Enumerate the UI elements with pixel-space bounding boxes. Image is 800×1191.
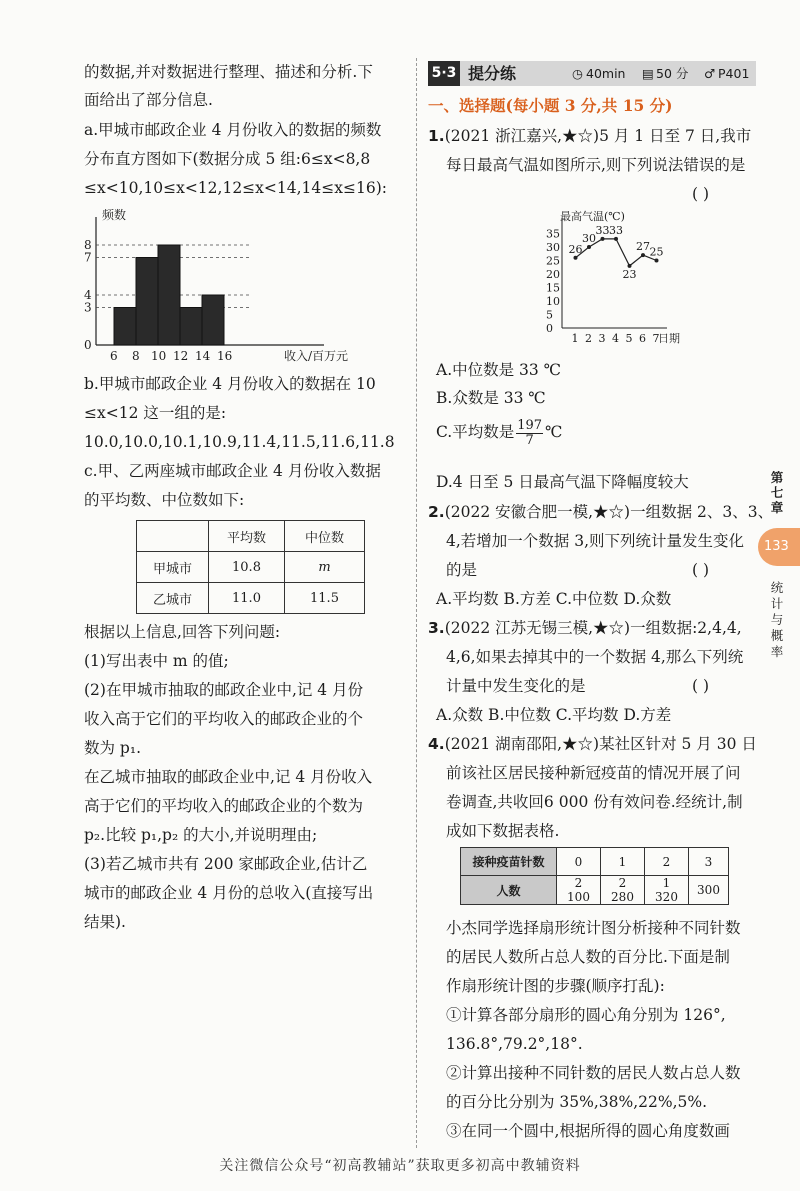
- text-line: (1)写出表中 m 的值;: [84, 652, 229, 670]
- text-line: c.甲、乙两座城市邮政企业 4 月份收入数据: [84, 462, 381, 480]
- y-tick-label: 0: [546, 322, 553, 335]
- table-row: [461, 876, 729, 905]
- q2-line: [428, 498, 774, 526]
- y-tick-label: 25: [546, 254, 560, 268]
- fraction-numerator: 197: [517, 417, 543, 433]
- section-header-band: [428, 61, 756, 86]
- subject-label: 统计与概率: [770, 580, 784, 659]
- x-tick-label: 8: [132, 349, 140, 363]
- option: A.中位数是 33 ℃: [436, 361, 562, 379]
- x-tick-label: 16: [217, 349, 233, 363]
- text-line: 面给出了部分信息.: [84, 91, 213, 109]
- score-label: 50 分: [656, 66, 689, 81]
- x-tick-label: 1: [571, 332, 579, 345]
- data-label: 27: [636, 240, 650, 254]
- options: A.众数 B.中位数 C.平均数 D.方差: [436, 706, 672, 724]
- text-line: 数为 p₁.: [84, 739, 141, 757]
- y-tick-label: 8: [84, 238, 92, 252]
- q1-text: (2021 浙江嘉兴,★☆)5 月 1 日至 7 日,我市: [444, 127, 752, 145]
- answer-bracket: ( ): [692, 677, 710, 695]
- text-line: (3)若乙城市共有 200 家邮政企业,估计乙: [84, 855, 368, 873]
- q1-line: 每日最高气温如图所示,则下列说法错误的是: [446, 156, 746, 174]
- column-divider: [416, 58, 417, 1148]
- y-tick-label: 35: [546, 227, 560, 241]
- data-label: 33: [595, 223, 610, 237]
- table-cell: 人数: [461, 876, 557, 905]
- q4-line: [428, 730, 756, 758]
- text-line: 的平均数、中位数如下:: [84, 491, 245, 509]
- table-cell: 10.8: [209, 552, 285, 583]
- table-cell: [137, 521, 209, 552]
- table-cell: 中位数: [285, 521, 365, 552]
- answer-bracket: ( ): [692, 185, 710, 203]
- text-line: 收入高于它们的平均收入的邮政企业的个: [84, 710, 364, 728]
- table-cell: m: [285, 552, 365, 583]
- q4-line: 成如下数据表格.: [446, 822, 560, 840]
- text-line: 城市的邮政企业 4 月份的总收入(直接写出: [84, 884, 374, 902]
- page-number-tab: 133: [758, 528, 800, 566]
- x-tick-label: 12: [173, 349, 189, 363]
- q4-line: 小杰同学选择扇形统计图分析接种不同针数: [446, 919, 741, 937]
- link-icon: ♂: [704, 66, 716, 81]
- x-tick-label: 6: [639, 332, 646, 345]
- histogram-bar: [114, 308, 136, 346]
- histogram-bar: [136, 258, 158, 346]
- table-cell: 11.5: [285, 583, 365, 614]
- q4-line: 作扇形统计图的步骤(顺序打乱):: [446, 977, 665, 995]
- origin-label: 0: [84, 338, 92, 352]
- q4-line: 卷调查,共收回6 000 份有效问卷.经统计,制: [446, 793, 743, 811]
- fraction-denominator: 7: [525, 432, 534, 448]
- q4-line: 前该社区居民接种新冠疫苗的情况开展了问: [446, 764, 741, 782]
- time-label: 40min: [586, 66, 626, 81]
- y-tick-label: 20: [546, 268, 560, 281]
- clock-icon: ◷: [572, 66, 583, 81]
- ref-label: P401: [718, 66, 750, 81]
- question-number: 3.: [428, 619, 445, 637]
- question-number: 4.: [428, 735, 445, 753]
- option-text: C.平均数是: [436, 423, 515, 441]
- x-tick-label: 4: [612, 332, 619, 345]
- q4-line: 的百分比分别为 35%,38%,22%,5%.: [446, 1093, 708, 1111]
- y-tick-label: 7: [84, 250, 92, 265]
- unit: ℃: [545, 423, 563, 441]
- y-tick-label: 3: [84, 300, 92, 315]
- text-line: b.甲城市邮政企业 4 月份收入的数据在 10: [84, 375, 376, 393]
- table-row: [137, 521, 365, 552]
- x-tick-label: 14: [195, 349, 211, 363]
- section-title: 一、选择题(每小题 3 分,共 15 分): [428, 96, 673, 115]
- data-point: [641, 253, 645, 257]
- data-point: [614, 237, 618, 241]
- text-line: 高于它们的平均收入的邮政企业的个数为: [84, 797, 364, 815]
- fraction: [516, 419, 543, 448]
- option-c: [436, 418, 764, 448]
- band-title: 提分练: [468, 64, 517, 83]
- answer-bracket: ( ): [692, 561, 710, 579]
- text-line: 结果).: [84, 913, 126, 931]
- table-row: [137, 552, 365, 583]
- table-cell: 3: [689, 848, 729, 876]
- data-label: 25: [649, 245, 664, 259]
- text-line: ≤x<12 这一组的是:: [84, 404, 227, 422]
- x-axis-label: 日期: [658, 332, 680, 345]
- table-cell: 甲城市: [137, 552, 209, 583]
- table-cell: 300: [689, 876, 729, 905]
- x-tick-label: 7: [652, 332, 660, 345]
- y-axis-label: 最高气温(℃): [560, 210, 625, 223]
- data-point: [601, 237, 605, 241]
- text-line: 10.0,10.0,10.1,10.9,11.4,11.5,11.6,11.8: [84, 433, 395, 451]
- x-axis-label: 收入/百万元: [284, 349, 349, 363]
- x-tick-label: 6: [110, 349, 118, 363]
- table-cell: 接种疫苗针数: [461, 848, 557, 876]
- table-cell: 乙城市: [137, 583, 209, 614]
- chapter-label: 第七章: [770, 470, 784, 515]
- x-tick-label: 5: [625, 332, 633, 345]
- data-point: [655, 259, 659, 263]
- histogram-bar: [180, 308, 202, 346]
- x-tick-label: 3: [598, 332, 606, 345]
- footer-note: 关注微信公众号“初高教辅站”获取更多初高中教辅资料: [219, 1158, 581, 1174]
- y-tick-label: 15: [546, 281, 560, 295]
- q4-line: 的居民人数所占总人数的百分比.下面是制: [446, 948, 730, 966]
- q3-text: (2022 江苏无锡三模,★☆)一组数据:2,4,4,: [444, 619, 742, 637]
- temperature-line-chart: [532, 210, 682, 355]
- option: D.4 日至 5 日最高气温下降幅度较大: [436, 473, 689, 491]
- text-line: 的数据,并对数据进行整理、描述和分析.下: [84, 63, 373, 81]
- q2-text: (2022 安徽合肥一模,★☆)一组数据 2、3、3、: [444, 503, 774, 521]
- q3-line: 4,6,如果去掉其中的一个数据 4,那么下列统: [446, 648, 744, 666]
- y-tick-label: 4: [84, 288, 92, 302]
- x-tick-label: 2: [585, 332, 592, 345]
- table-cell: 2 100: [557, 876, 601, 905]
- table-cell: 11.0: [209, 583, 285, 614]
- question-number: 2.: [428, 503, 445, 521]
- data-label: 33: [609, 223, 623, 237]
- text-line: ≤x<10,10≤x<12,12≤x<14,14≤x≤16):: [84, 179, 387, 197]
- histogram-bar: [158, 245, 180, 345]
- text-line: 分布直方图如下(数据分成 5 组:6≤x<8,8: [84, 150, 371, 168]
- text-line: 在乙城市抽取的邮政企业中,记 4 月份收入: [84, 768, 373, 786]
- histogram: [34, 205, 364, 365]
- text-line: (2)在甲城市抽取的邮政企业中,记 4 月份: [84, 681, 364, 699]
- table-cell: 0: [557, 848, 601, 876]
- table-cell: 2 280: [601, 876, 645, 905]
- data-point: [587, 245, 591, 249]
- table-cell: 1: [601, 848, 645, 876]
- table-cell: 1 320: [645, 876, 689, 905]
- table-row: [137, 583, 365, 614]
- text-line: 根据以上信息,回答下列问题:: [84, 623, 281, 641]
- city-stats-table: [136, 520, 365, 614]
- document-icon: ▤: [642, 66, 654, 81]
- question-number: 1.: [428, 127, 445, 145]
- y-tick-label: 5: [546, 308, 553, 322]
- q1-line: [428, 122, 756, 150]
- data-label: 26: [568, 242, 583, 256]
- badge-53: 5·3: [428, 61, 460, 86]
- y-axis-label: 频数: [102, 208, 127, 222]
- table-cell: 平均数: [209, 521, 285, 552]
- text-line: a.甲城市邮政企业 4 月份收入的数据的频数: [84, 121, 382, 139]
- text-line: p₂.比较 p₁,p₂ 的大小,并说明理由;: [84, 826, 318, 844]
- q3-line: 计量中发生变化的是: [446, 677, 586, 695]
- table-cell: 2: [645, 848, 689, 876]
- q4-line: ③在同一个圆中,根据所得的圆心角度数画: [446, 1122, 730, 1140]
- q4-line: 136.8°,79.2°,18°.: [446, 1035, 583, 1053]
- table-row: [461, 848, 729, 876]
- q2-line: 4,若增加一个数据 3,则下列统计量发生变化: [446, 532, 745, 550]
- q4-text: (2021 湖南邵阳,★☆)某社区针对 5 月 30 日: [444, 735, 757, 753]
- x-tick-label: 10: [151, 349, 167, 363]
- q4-line: ①计算各部分扇形的圆心角分别为 126°,: [446, 1006, 726, 1024]
- option: B.众数是 33 ℃: [436, 389, 546, 407]
- q3-line: [428, 614, 756, 642]
- histogram-bar: [202, 295, 224, 345]
- data-label: 30: [582, 232, 596, 245]
- q2-line: 的是: [446, 561, 478, 579]
- data-point: [574, 256, 578, 260]
- data-label: 23: [622, 267, 637, 281]
- q4-line: ②计算出接种不同针数的居民人数占总人数: [446, 1064, 741, 1082]
- vaccine-table: [460, 847, 729, 905]
- y-tick-label: 30: [546, 241, 560, 254]
- options: A.平均数 B.方差 C.中位数 D.众数: [436, 590, 672, 608]
- y-tick-label: 10: [546, 295, 560, 308]
